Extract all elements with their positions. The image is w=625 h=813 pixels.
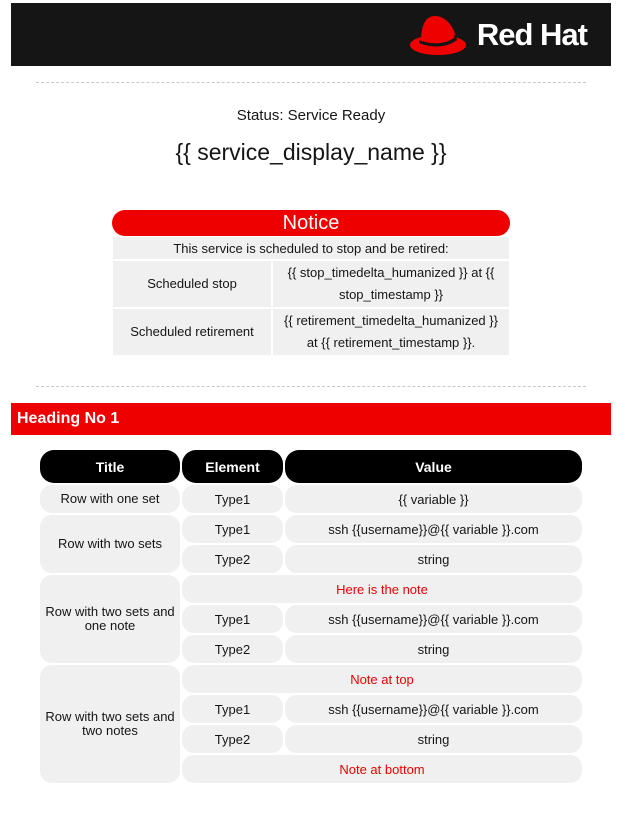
column-header-title: Title — [40, 450, 180, 483]
divider-top — [36, 82, 586, 83]
row-value: {{ variable }} — [285, 485, 582, 513]
row-element: Type2 — [182, 545, 283, 573]
red-hat-logo[interactable] — [409, 12, 587, 58]
notice-value: {{ stop_timedelta_humanized }} at {{ stop_timestamp }} — [273, 261, 509, 307]
row-element: Type1 — [182, 605, 283, 633]
red-fedora-hat-icon — [409, 12, 471, 58]
notice-label: Scheduled stop — [113, 261, 271, 307]
row-note: Note at top — [182, 665, 582, 693]
row-title: Row with two sets — [40, 515, 180, 573]
row-value: ssh {{username}}@{{ variable }}.com — [285, 695, 582, 723]
service-title: {{ service_display_name }} — [175, 139, 447, 165]
row-element: Type1 — [182, 515, 283, 543]
row-note: Here is the note — [182, 575, 582, 603]
column-header-value: Value — [285, 450, 582, 483]
notice-intro: This service is scheduled to stop and be retired: — [113, 237, 509, 259]
header-bar — [11, 3, 611, 66]
row-element: Type1 — [182, 695, 283, 723]
table-row — [40, 575, 582, 603]
status-line: Status: Service Ready — [236, 107, 386, 124]
row-value: string — [285, 545, 582, 573]
notice-row-stop — [113, 261, 509, 307]
divider-middle — [36, 386, 586, 387]
column-header-element: Element — [182, 450, 283, 483]
notice-table — [111, 235, 511, 357]
row-value: ssh {{username}}@{{ variable }}.com — [285, 605, 582, 633]
row-title: Row with two sets and one note — [40, 575, 180, 663]
notice-box — [112, 210, 510, 357]
table-header-row — [40, 450, 582, 483]
notice-title: Notice — [112, 210, 510, 236]
row-title: Row with one set — [40, 485, 180, 513]
row-value: string — [285, 635, 582, 663]
table-row — [40, 665, 582, 693]
table-row — [40, 515, 582, 543]
row-element: Type1 — [182, 485, 283, 513]
row-element: Type2 — [182, 635, 283, 663]
table-row — [40, 485, 582, 513]
row-value: string — [285, 725, 582, 753]
row-value: ssh {{username}}@{{ variable }}.com — [285, 515, 582, 543]
section-heading: Heading No 1 — [11, 403, 611, 435]
row-title: Row with two sets and two notes — [40, 665, 180, 783]
row-element: Type2 — [182, 725, 283, 753]
data-table — [38, 448, 584, 785]
notice-value: {{ retirement_timedelta_humanized }} at {{ retirement_timestamp }}. — [273, 309, 509, 355]
row-note: Note at bottom — [182, 755, 582, 783]
notice-row-retirement — [113, 309, 509, 355]
logo-text: Red Hat — [476, 17, 587, 52]
notice-label: Scheduled retirement — [113, 309, 271, 355]
